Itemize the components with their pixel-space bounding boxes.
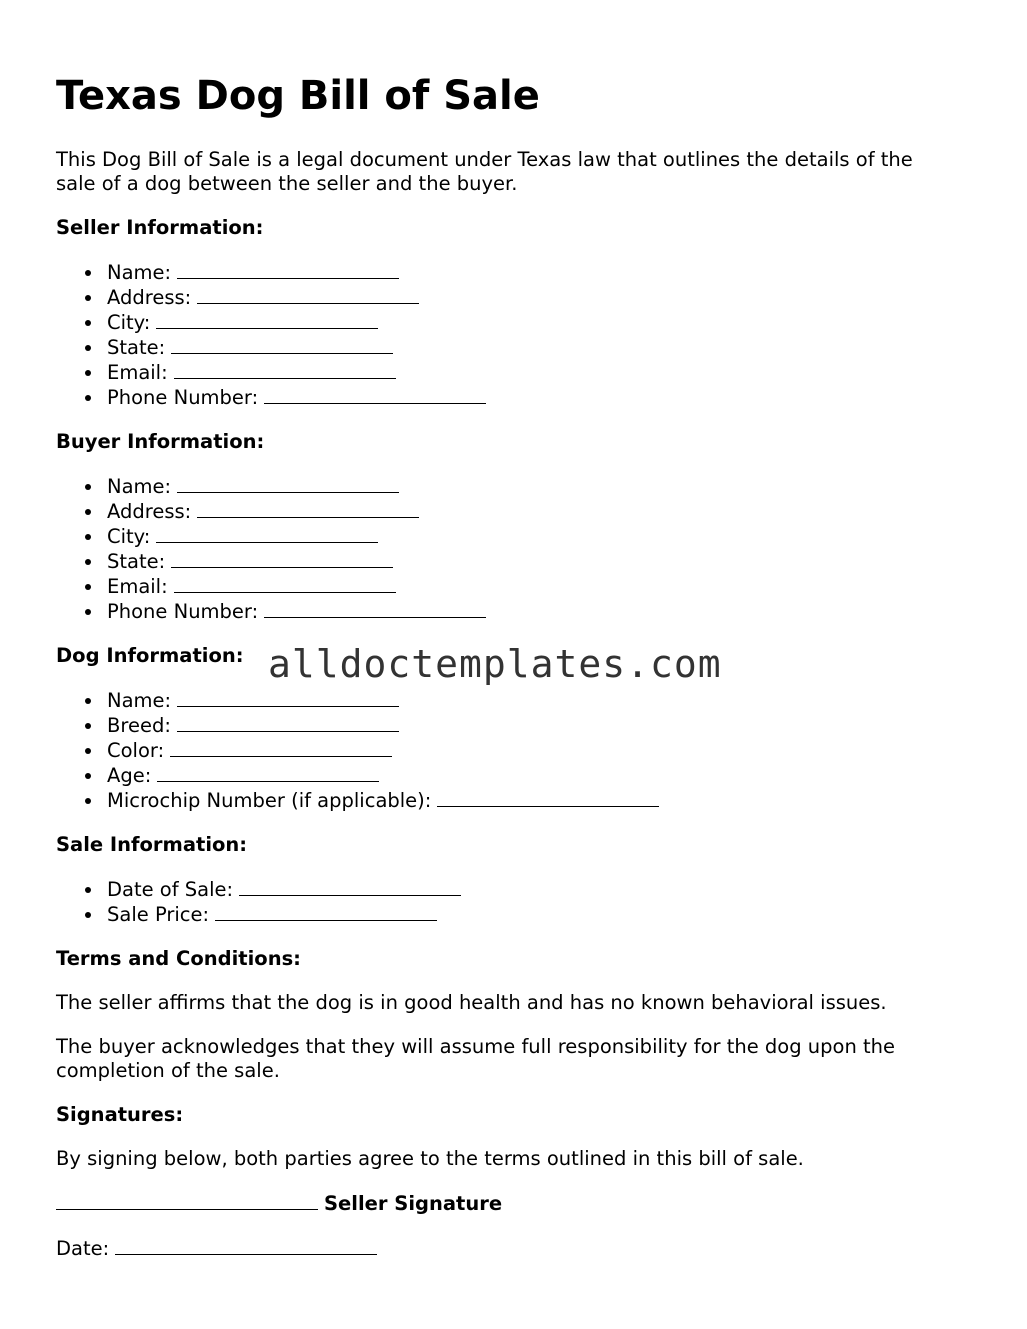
dog-microchip-field	[56, 788, 956, 813]
sale-date-blank[interactable]	[239, 877, 461, 896]
seller-name-field	[56, 260, 956, 285]
dog-color-blank[interactable]	[170, 738, 392, 757]
date-label: Date:	[56, 1237, 110, 1260]
date-blank[interactable]	[115, 1236, 377, 1255]
buyer-field-list	[56, 474, 956, 624]
field-label: Microchip Number (if applicable):	[107, 789, 432, 812]
field-label: Address:	[107, 500, 192, 523]
dog-age-field	[56, 763, 956, 788]
field-label: Name:	[107, 475, 172, 498]
seller-heading: Seller Information:	[56, 216, 264, 239]
seller-signature-label: Seller Signature	[324, 1192, 503, 1215]
field-label: Name:	[107, 689, 172, 712]
seller-city-blank[interactable]	[156, 310, 378, 329]
dog-name-blank[interactable]	[177, 688, 399, 707]
dog-color-field	[56, 738, 956, 763]
signatures-heading: Signatures:	[56, 1103, 184, 1126]
seller-phone-blank[interactable]	[264, 385, 486, 404]
field-label: Name:	[107, 261, 172, 284]
seller-address-blank[interactable]	[197, 285, 419, 304]
sale-date-field	[56, 877, 956, 902]
field-label: Phone Number:	[107, 386, 259, 409]
seller-email-blank[interactable]	[174, 360, 396, 379]
document-title: Texas Dog Bill of Sale	[56, 73, 540, 119]
seller-state-field	[56, 335, 956, 360]
signatures-paragraph: By signing below, both parties agree to the terms outlined in this bill of sale.	[56, 1147, 804, 1170]
field-label: City:	[107, 525, 151, 548]
buyer-email-field	[56, 574, 956, 599]
seller-phone-field	[56, 385, 956, 410]
seller-email-field	[56, 360, 956, 385]
buyer-address-field	[56, 499, 956, 524]
sale-heading: Sale Information:	[56, 833, 248, 856]
dog-breed-blank[interactable]	[177, 713, 399, 732]
buyer-state-field	[56, 549, 956, 574]
field-label: Age:	[107, 764, 152, 787]
field-label: Email:	[107, 575, 168, 598]
field-label: Phone Number:	[107, 600, 259, 623]
date-line	[56, 1236, 956, 1261]
buyer-phone-blank[interactable]	[264, 599, 486, 618]
dog-age-blank[interactable]	[157, 763, 379, 782]
buyer-phone-field	[56, 599, 956, 624]
seller-state-blank[interactable]	[171, 335, 393, 354]
intro-paragraph: This Dog Bill of Sale is a legal document under Texas law that outlines the details of the sale of a dog between the seller and the buyer.	[56, 148, 913, 195]
buyer-address-blank[interactable]	[197, 499, 419, 518]
buyer-heading: Buyer Information:	[56, 430, 265, 453]
sale-price-blank[interactable]	[215, 902, 437, 921]
seller-field-list	[56, 260, 956, 410]
dog-breed-field	[56, 713, 956, 738]
seller-city-field	[56, 310, 956, 335]
buyer-city-blank[interactable]	[156, 524, 378, 543]
buyer-name-field	[56, 474, 956, 499]
dog-microchip-blank[interactable]	[437, 788, 659, 807]
field-label: State:	[107, 550, 166, 573]
buyer-name-blank[interactable]	[177, 474, 399, 493]
watermark-text: alldoctemplates.com	[268, 642, 722, 686]
field-label: Sale Price:	[107, 903, 210, 926]
seller-signature-blank[interactable]	[56, 1191, 318, 1210]
seller-address-field	[56, 285, 956, 310]
buyer-state-blank[interactable]	[171, 549, 393, 568]
terms-paragraph-1: The seller affirms that the dog is in good health and has no known behavioral issues.	[56, 991, 887, 1014]
terms-heading: Terms and Conditions:	[56, 947, 301, 970]
seller-signature-line	[56, 1191, 956, 1216]
field-label: Date of Sale:	[107, 878, 234, 901]
buyer-city-field	[56, 524, 956, 549]
sale-field-list	[56, 877, 956, 927]
dog-name-field	[56, 688, 956, 713]
sale-price-field	[56, 902, 956, 927]
dog-heading: Dog Information:	[56, 644, 244, 667]
terms-paragraph-2: The buyer acknowledges that they will assume full responsibility for the dog upon the completion of the sale.	[56, 1035, 896, 1082]
field-label: Email:	[107, 361, 168, 384]
field-label: Color:	[107, 739, 165, 762]
field-label: Address:	[107, 286, 192, 309]
field-label: State:	[107, 336, 166, 359]
buyer-email-blank[interactable]	[174, 574, 396, 593]
field-label: City:	[107, 311, 151, 334]
dog-field-list	[56, 688, 956, 813]
field-label: Breed:	[107, 714, 171, 737]
seller-name-blank[interactable]	[177, 260, 399, 279]
